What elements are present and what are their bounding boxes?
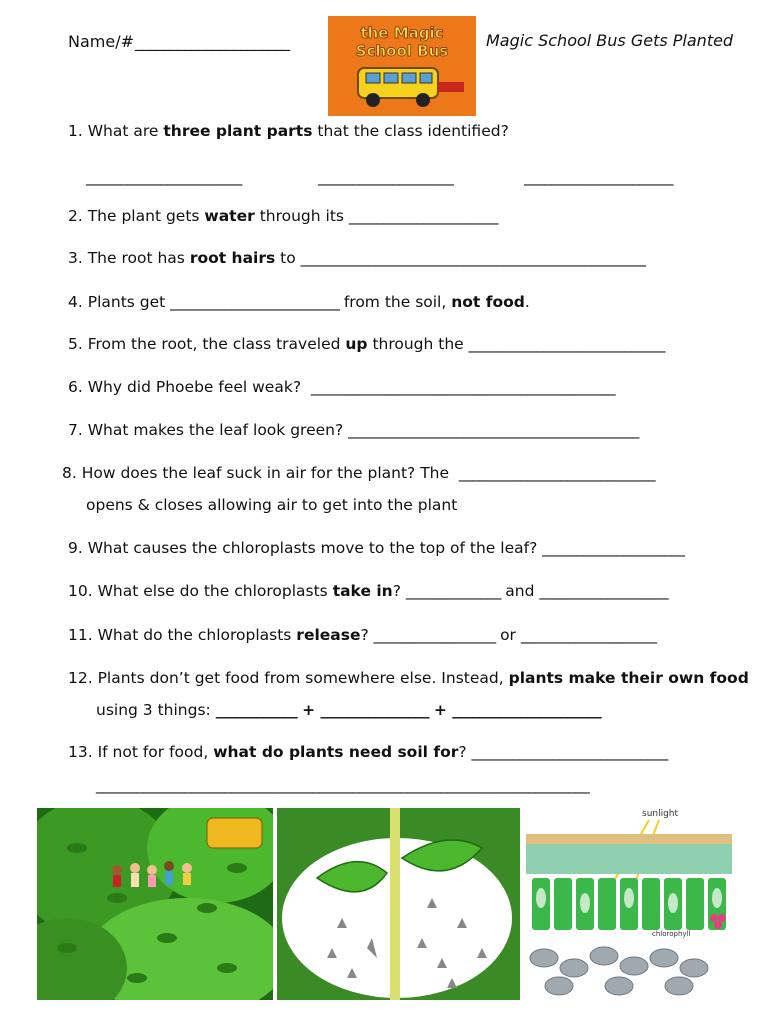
- question-11: 11. What do the chloroplasts release? __________________ or ____________________: [68, 626, 656, 644]
- question-8: 8. How does the leaf suck in air for the plant? The _____________________________: [62, 464, 655, 482]
- question-3: 3. The root has root hairs to ___________________________________________________: [68, 249, 645, 267]
- question-10: 10. What else do the chloroplasts take in? ______________ and ___________________: [68, 582, 668, 600]
- sunlight-label: sunlight: [642, 809, 679, 819]
- question-8-line-2: opens & closes allowing air to get into the plant: [86, 496, 458, 514]
- plant-interior-scene-image: [37, 808, 273, 1000]
- question-2: 2. The plant gets water through its ______________________: [68, 207, 498, 225]
- question-9: 9. What causes the chloroplasts move to the top of the leaf? _____________________: [68, 539, 684, 557]
- question-4: 4. Plants get _________________________ from the soil, not food.: [68, 293, 530, 311]
- question-12-line-2: using 3 things: ____________ + ________________ + ______________________: [96, 701, 601, 719]
- question-1-blank-3: ______________________: [524, 168, 673, 186]
- name-blank: ______________________: [135, 32, 289, 51]
- leaf-cross-section-diagram: [524, 808, 734, 1000]
- chlorophyll-label: chlorophyll: [652, 930, 691, 938]
- logo-text-line2: School Bus: [355, 42, 449, 60]
- question-7: 7. What makes the leaf look green? ___________________________________________: [68, 421, 639, 439]
- question-6: 6. Why did Phoebe feel weak? _____________________________________________: [68, 378, 615, 396]
- question-12: 12. Plants don’t get food from somewhere else. Instead, plants make their own food: [68, 669, 749, 687]
- logo-text-line1: the Magic: [360, 24, 444, 42]
- question-13-line-2: _________________________________________________________________________: [96, 776, 589, 794]
- worksheet-title: Magic School Bus Gets Planted: [486, 31, 734, 50]
- leaf-water-arrows-image: [277, 808, 520, 1000]
- name-label: Name/#: [68, 32, 134, 51]
- magic-school-bus-logo: [328, 16, 476, 116]
- question-5: 5. From the root, the class traveled up through the _____________________________: [68, 335, 665, 353]
- question-1-blank-1: _______________________: [86, 168, 242, 186]
- question-1-blank-2: ____________________: [318, 168, 453, 186]
- question-13: 13. If not for food, what do plants need soil for? _____________________________: [68, 743, 668, 761]
- question-1: 1. What are three plant parts that the class identified?: [68, 122, 509, 140]
